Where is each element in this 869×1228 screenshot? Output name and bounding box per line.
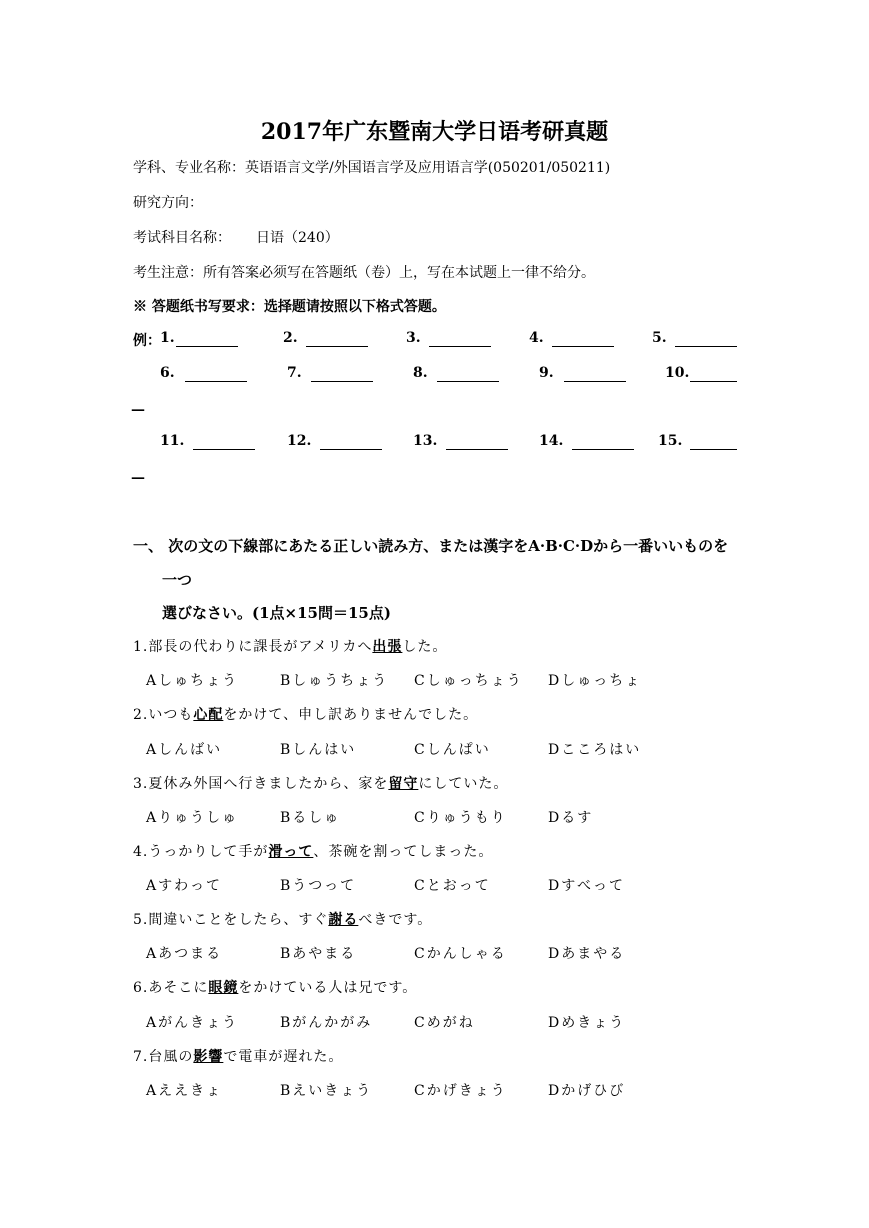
question-text: で電車が遅れた。 bbox=[223, 1049, 344, 1065]
example-label: 3. bbox=[406, 330, 421, 346]
question-text: 6.あそこに bbox=[133, 980, 209, 996]
underlined-word: 影響 bbox=[193, 1049, 224, 1065]
option-d: Dめきょう bbox=[548, 1015, 626, 1031]
underlined-word: 謝る bbox=[328, 912, 359, 928]
subject-value: 日语（240） bbox=[256, 230, 339, 246]
option-d: Dあまやる bbox=[548, 946, 626, 962]
option-d: Dすべって bbox=[548, 878, 625, 894]
example-label: 15. bbox=[658, 433, 683, 449]
underlined-word: 心配 bbox=[193, 707, 224, 723]
example-label: 4. bbox=[529, 330, 544, 346]
question-text: した。 bbox=[402, 639, 448, 655]
option-a: Aしんばい bbox=[146, 742, 223, 758]
option-c: Cしゅっちょう bbox=[414, 673, 523, 689]
section-heading-cont: 一つ bbox=[162, 571, 193, 589]
option-d: Dるす bbox=[548, 810, 594, 826]
question-text: 2.いつも bbox=[133, 707, 194, 723]
question-text: 3.夏休み外国へ行きましたから、家を bbox=[133, 776, 389, 792]
question-text: にしていた。 bbox=[418, 776, 509, 792]
example-label: 6. bbox=[160, 365, 175, 381]
option-b: Bうつって bbox=[280, 878, 357, 894]
example-label: 5. bbox=[652, 330, 667, 346]
underlined-word: 滑って bbox=[268, 844, 314, 860]
option-b: Bしんはい bbox=[280, 742, 357, 758]
example-dash: — bbox=[131, 470, 145, 486]
major-line: 学科、专业名称：英语语言文学/外国语言学及应用语言学(050201/050211) bbox=[133, 160, 611, 176]
example-label: 14. bbox=[539, 433, 564, 449]
notice-line: 考生注意：所有答案必须写在答题纸（卷）上，写在本试题上一律不给分。 bbox=[133, 265, 595, 281]
option-c: Cかんしゃる bbox=[414, 946, 507, 962]
subject-label: 考试科目名称： bbox=[133, 230, 231, 246]
question-4 bbox=[133, 841, 493, 861]
question-text: 4.うっかりして手が bbox=[133, 844, 269, 860]
question-text: べきです。 bbox=[358, 912, 433, 928]
section-instruction: 選びなさい。(1点×15問＝15点) bbox=[162, 604, 391, 622]
question-6 bbox=[133, 977, 417, 997]
format-note: ※ 答题纸书写要求：选择题请按照以下格式答题。 bbox=[133, 299, 446, 315]
question-text: 1.部長の代わりに課長がアメリカへ bbox=[133, 639, 373, 655]
option-d: Dこころはい bbox=[548, 742, 642, 758]
example-label: 12. bbox=[287, 433, 312, 449]
example-label: 8. bbox=[413, 365, 428, 381]
example-label: 7. bbox=[287, 365, 302, 381]
question-1 bbox=[133, 636, 447, 656]
option-a: Aすわって bbox=[146, 878, 222, 894]
question-3 bbox=[133, 773, 508, 793]
option-d: Dかげひび bbox=[548, 1083, 626, 1099]
option-a: Aがんきょう bbox=[146, 1015, 239, 1031]
option-b: Bしゅうちょう bbox=[280, 673, 389, 689]
option-d: Dしゅっちょ bbox=[548, 673, 642, 689]
question-text: 、茶碗を割ってしまった。 bbox=[313, 844, 494, 860]
underlined-word: 出張 bbox=[372, 639, 403, 655]
option-c: Cめがね bbox=[414, 1015, 475, 1031]
underlined-word: 眼鏡 bbox=[208, 980, 239, 996]
option-c: Cりゅうもり bbox=[414, 810, 507, 826]
underlined-word: 留守 bbox=[388, 776, 419, 792]
option-c: Cとおって bbox=[414, 878, 491, 894]
example-label: 9. bbox=[539, 365, 554, 381]
example-label: 13. bbox=[413, 433, 438, 449]
direction-line: 研究方向： bbox=[133, 195, 203, 211]
option-a: Aりゅうしゅ bbox=[146, 810, 239, 826]
question-7 bbox=[133, 1046, 343, 1066]
example-prefix: 例： bbox=[133, 333, 161, 349]
question-text: 5.間違いことをしたら、すぐ bbox=[133, 912, 329, 928]
option-c: Cしんぱい bbox=[414, 742, 491, 758]
option-b: Bえいきょう bbox=[280, 1083, 373, 1099]
example-label: 1. bbox=[160, 330, 175, 346]
option-b: Bるしゅ bbox=[280, 810, 341, 826]
option-b: Bあやまる bbox=[280, 946, 357, 962]
example-label: 11. bbox=[160, 433, 185, 449]
page-title: 2017年广东暨南大学日语考研真题 bbox=[260, 119, 609, 145]
option-a: Aしゅちょう bbox=[146, 673, 239, 689]
option-a: Aあつまる bbox=[146, 946, 223, 962]
option-c: Cかげきょう bbox=[414, 1083, 507, 1099]
option-a: Aええきょ bbox=[146, 1083, 223, 1099]
section-heading: 一、 次の文の下線部にあたる正しい読み方、または漢字をA·B·C·Dから一番いいものを bbox=[133, 537, 729, 555]
question-text: 7.台風の bbox=[133, 1049, 194, 1065]
question-2 bbox=[133, 704, 478, 724]
question-text: をかけている人は兄です。 bbox=[238, 980, 418, 996]
question-text: をかけて、申し訳ありませんでした。 bbox=[223, 707, 479, 723]
question-5 bbox=[133, 909, 432, 929]
example-label: 10. bbox=[665, 365, 690, 381]
example-dash: — bbox=[131, 402, 145, 418]
option-b: Bがんかがみ bbox=[280, 1015, 373, 1031]
example-label: 2. bbox=[283, 330, 298, 346]
